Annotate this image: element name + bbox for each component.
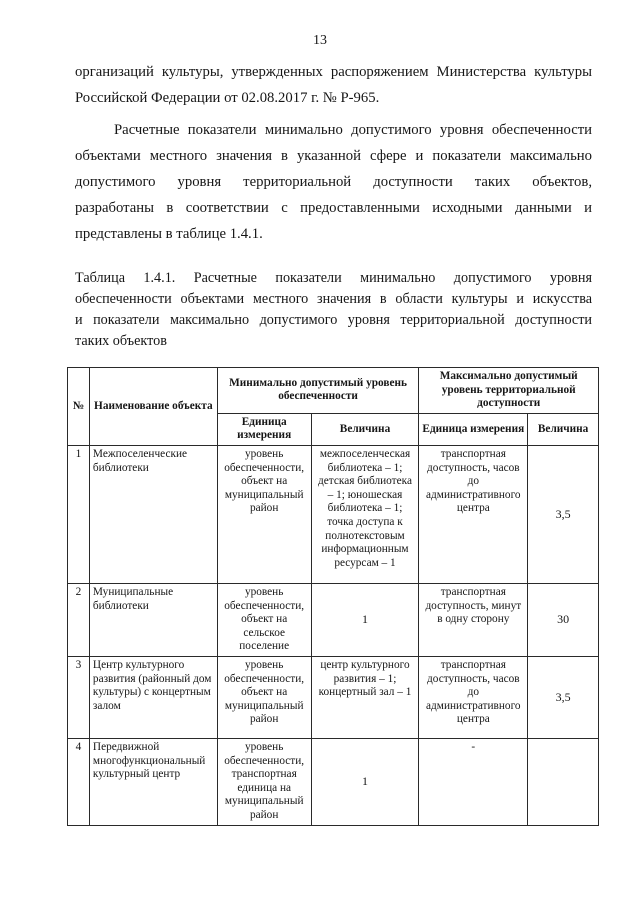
intro-line-2: Российской Федерации от 02.08.2017 г. № Р-965. (75, 90, 380, 106)
row-max-unit: - (419, 738, 528, 825)
caption-line-2: обеспеченности объектами местного значения в области культуры и искусства (75, 291, 592, 307)
header-value-2: Величина (528, 413, 599, 445)
caption-line-4: таких объектов (75, 333, 167, 349)
row-num: 2 (68, 583, 90, 656)
row-num: 4 (68, 738, 90, 825)
row-max-value: 3,5 (528, 445, 599, 583)
header-max-group: Максимально допустимый уровень территориальной доступности (419, 368, 599, 414)
caption-line-3: и показатели максимально допустимого уровня территориальной доступности (75, 312, 592, 328)
header-name: Наименование объекта (89, 368, 217, 446)
row-name: Центр культурного развития (районный дом культуры) с концертным залом (89, 656, 217, 738)
caption-line-1: Таблица 1.4.1. Расчетные показатели минимально допустимого уровня (75, 270, 592, 286)
row-max-value (528, 738, 599, 825)
header-unit-1: Единица измерения (217, 413, 311, 445)
header-value-1: Величина (311, 413, 419, 445)
header-unit-2: Единица измерения (419, 413, 528, 445)
page-number: 13 (313, 33, 327, 48)
row-min-unit: уровень обеспеченности, объект на муниципальный район (217, 445, 311, 583)
paragraph-line-5: представлены в таблице 1.4.1. (75, 226, 263, 242)
row-name: Передвижной многофункциональный культурный центр (89, 738, 217, 825)
row-min-value: центр культурного развития – 1; концертный зал – 1 (311, 656, 419, 738)
row-max-unit: транспортная доступность, часов до административного центра (419, 656, 528, 738)
row-max-value: 30 (528, 583, 599, 656)
row-min-value: 1 (311, 583, 419, 656)
table-row (68, 445, 599, 583)
table-row (68, 583, 599, 656)
indicators-table (67, 367, 599, 826)
paragraph-line-4: разработаны в соответствии с предоставленными исходными данными и (75, 200, 592, 216)
row-max-unit: транспортная доступность, минут в одну сторону (419, 583, 528, 656)
row-num: 3 (68, 656, 90, 738)
row-min-value: межпоселенческая библиотека – 1; детская библиотека – 1; юношеская библиотека – 1; точка доступа к полнотекстовым информационным ресурсам – 1 (311, 445, 419, 583)
intro-line-1: организаций культуры, утвержденных распоряжением Министерства культуры (75, 64, 592, 80)
row-max-unit: транспортная доступность, часов до административного центра (419, 445, 528, 583)
row-num: 1 (68, 445, 90, 583)
paragraph-line-2: объектами местного значения в указанной сфере и показатели максимально (75, 148, 592, 164)
row-max-value: 3,5 (528, 656, 599, 738)
table-caption (75, 268, 592, 352)
row-name: Муниципальные библиотеки (89, 583, 217, 656)
table-row (68, 656, 599, 738)
row-min-value: 1 (311, 738, 419, 825)
row-min-unit: уровень обеспеченности, объект на сельское поселение (217, 583, 311, 656)
table-header-row (68, 368, 599, 414)
paragraph-line-1: Расчетные показатели минимально допустимого уровня обеспеченности (114, 122, 592, 138)
row-min-unit: уровень обеспеченности, транспортная единица на муниципальный район (217, 738, 311, 825)
row-name: Межпоселенческие библиотеки (89, 445, 217, 583)
header-num: № (68, 368, 90, 446)
header-min-group: Минимально допустимый уровень обеспеченности (217, 368, 419, 414)
row-min-unit: уровень обеспеченности, объект на муниципальный район (217, 656, 311, 738)
table-row (68, 738, 599, 825)
paragraph-line-3: допустимого уровня территориальной доступности таких объектов, (75, 174, 592, 190)
